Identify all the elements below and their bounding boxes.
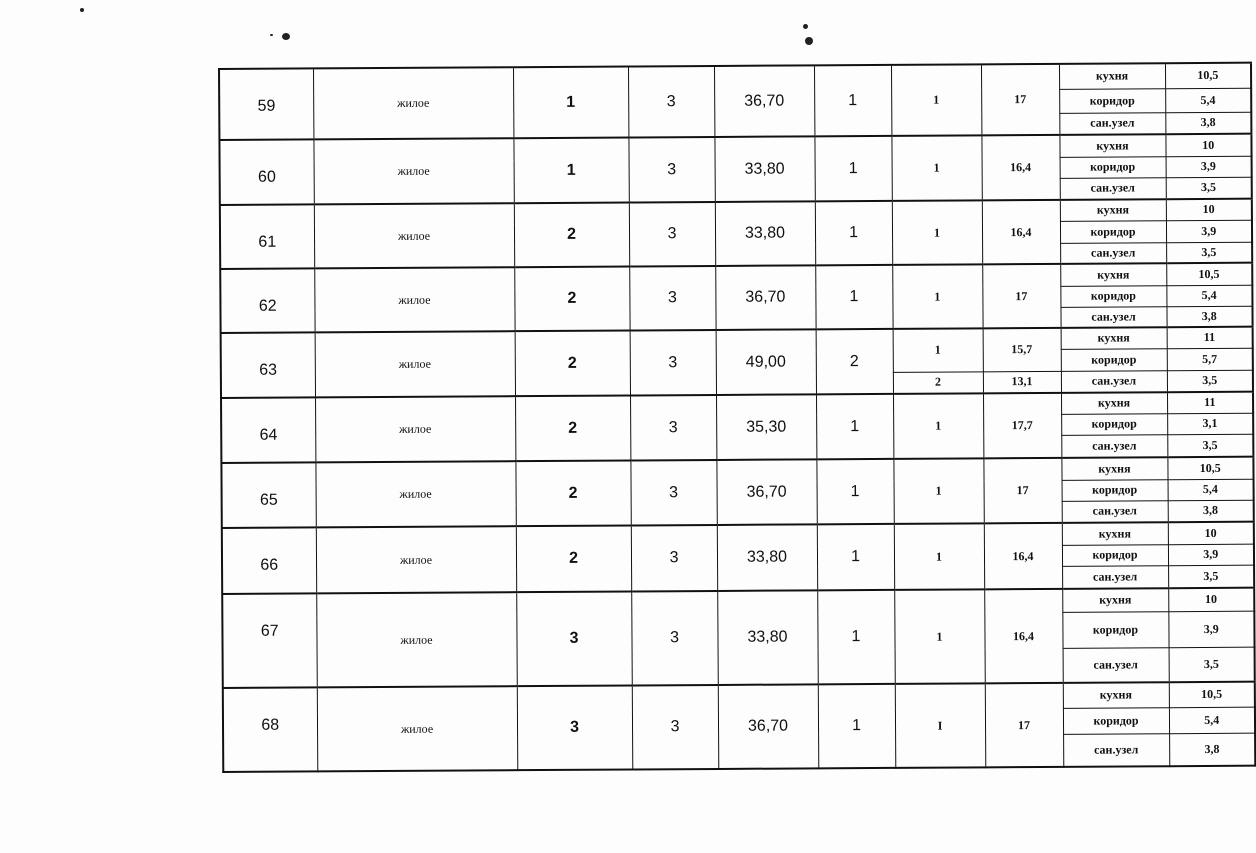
aux-room-area: 3,8: [1166, 306, 1252, 328]
aux-room-name: кухня: [1059, 134, 1165, 157]
apartments-table: [218, 62, 1256, 773]
total-area: 35,30: [716, 394, 816, 460]
aux-room-area: 3,5: [1169, 647, 1255, 683]
apartment-type: жилое: [314, 203, 514, 268]
total-area: 36,70: [715, 265, 815, 330]
floor-number: 3: [629, 266, 715, 331]
scan-speck: [80, 8, 84, 12]
rooms-count: 1: [814, 65, 891, 136]
aux-room-area: 10,5: [1166, 263, 1252, 286]
floor-number: 3: [632, 685, 719, 770]
aux-room-area: 10,5: [1167, 457, 1253, 480]
room-area: 17: [985, 683, 1064, 767]
aux-room-area: 5,4: [1169, 707, 1255, 734]
apartment-number: 59: [219, 68, 313, 140]
aux-room-name: сан.узел: [1059, 112, 1165, 135]
total-area: 33,80: [714, 136, 814, 202]
aux-room-name: кухня: [1063, 682, 1169, 708]
room-area: 17: [983, 458, 1061, 523]
aux-room-area: 3,8: [1169, 733, 1255, 767]
aux-room-area: 5,7: [1167, 348, 1253, 371]
apartment-type: жилое: [315, 396, 515, 462]
room-number: 1: [892, 264, 982, 329]
apartment-type: жилое: [317, 686, 518, 771]
rooms-count: 1: [817, 524, 894, 590]
aux-room-name: коридор: [1061, 413, 1167, 435]
rooms-count: 1: [816, 394, 893, 459]
section-number: 3: [516, 591, 632, 686]
floor-number: 3: [630, 330, 716, 396]
aux-room-name: сан.узел: [1061, 370, 1167, 393]
aux-room-name: кухня: [1060, 263, 1166, 286]
aux-room-area: 10,5: [1169, 682, 1255, 708]
aux-room-name: сан.узел: [1060, 177, 1166, 200]
room-area: 13,1: [983, 371, 1061, 393]
aux-room-name: коридор: [1060, 156, 1166, 178]
aux-room-name: кухня: [1062, 522, 1168, 545]
rooms-count: 1: [814, 136, 891, 201]
section-number: 1: [513, 137, 628, 203]
aux-room-area: 3,9: [1168, 544, 1254, 566]
aux-room-name: кухня: [1061, 392, 1167, 414]
aux-room-area: 10,5: [1165, 63, 1251, 89]
scan-speck: [803, 24, 808, 29]
section-number: 3: [517, 685, 633, 770]
section-number: 1: [513, 66, 628, 138]
apartment-number: 67: [222, 593, 317, 688]
apartment-type: жилое: [313, 67, 513, 139]
floor-number: 3: [631, 591, 718, 686]
aux-room-area: 5,4: [1168, 479, 1254, 501]
aux-room-name: кухня: [1061, 457, 1167, 480]
total-area: 36,70: [714, 65, 814, 137]
scan-speck: [282, 33, 290, 40]
aux-room-name: сан.узел: [1062, 500, 1168, 523]
aux-room-area: 10: [1166, 199, 1252, 221]
section-number: 2: [515, 460, 630, 526]
section-number: 2: [515, 330, 630, 396]
aux-room-name: сан.узел: [1063, 647, 1169, 683]
rooms-count: 1: [815, 265, 892, 329]
aux-room-area: 3,5: [1167, 370, 1253, 393]
total-area: 49,00: [716, 329, 816, 395]
room-number: I: [895, 683, 986, 768]
total-area: 33,80: [717, 524, 817, 591]
rooms-count: 1: [817, 590, 895, 684]
rooms-count: 2: [816, 329, 893, 394]
room-number: 1: [892, 200, 982, 265]
aux-room-name: коридор: [1059, 88, 1165, 113]
section-number: 2: [514, 202, 629, 267]
scan-speck: [805, 37, 813, 45]
room-number: 1: [893, 328, 983, 372]
room-number: 1: [893, 393, 983, 459]
aux-room-name: коридор: [1060, 220, 1166, 243]
aux-room-name: коридор: [1061, 348, 1167, 371]
floor-number: 3: [630, 460, 716, 526]
aux-room-name: кухня: [1059, 63, 1165, 89]
aux-room-area: 3,8: [1168, 500, 1254, 523]
apartment-type: жилое: [313, 138, 513, 204]
rooms-count: 1: [818, 684, 896, 768]
aux-room-area: 3,5: [1168, 565, 1254, 589]
aux-room-area: 3,5: [1166, 242, 1252, 264]
floor-number: 3: [631, 525, 717, 592]
aux-room-name: сан.узел: [1062, 565, 1168, 589]
aux-room-name: коридор: [1060, 285, 1166, 307]
aux-room-area: 3,9: [1168, 611, 1254, 648]
floor-number: 3: [628, 137, 714, 203]
aux-room-name: сан.узел: [1063, 733, 1169, 767]
apartment-number: 61: [220, 204, 314, 269]
room-number: 1: [893, 458, 983, 524]
apartment-type: жилое: [314, 267, 514, 332]
aux-room-area: 10: [1168, 588, 1254, 612]
aux-room-area: 10: [1168, 522, 1254, 545]
room-area: 17: [982, 264, 1060, 328]
aux-room-name: коридор: [1063, 707, 1169, 734]
room-area: 17: [981, 64, 1059, 135]
room-area: 16,4: [984, 589, 1063, 683]
apartment-number: 65: [221, 462, 315, 528]
apartment-number: 64: [221, 397, 315, 463]
aux-room-name: кухня: [1062, 588, 1168, 612]
section-number: 2: [516, 525, 631, 592]
total-area: 36,70: [718, 684, 819, 769]
aux-room-area: 3,9: [1166, 156, 1252, 178]
apartment-number: 63: [221, 332, 315, 398]
aux-room-name: коридор: [1062, 611, 1168, 648]
apartment-type: жилое: [315, 461, 515, 527]
total-area: 33,80: [715, 201, 815, 266]
aux-room-name: сан.узел: [1060, 242, 1166, 264]
room-area: 15,7: [983, 328, 1061, 371]
aux-room-area: 5,4: [1165, 88, 1251, 113]
apartment-type: жилое: [316, 526, 516, 593]
rooms-count: 1: [816, 459, 893, 524]
aux-room-name: сан.узел: [1060, 306, 1166, 328]
aux-room-name: коридор: [1062, 544, 1168, 566]
section-number: 2: [515, 395, 630, 461]
aux-room-area: 3,9: [1166, 220, 1252, 243]
floor-number: 3: [629, 202, 715, 267]
room-area: 16,4: [981, 135, 1059, 200]
floor-number: 3: [630, 395, 716, 461]
aux-room-area: 3,8: [1165, 112, 1251, 135]
total-area: 36,70: [716, 459, 816, 525]
scan-speck: [270, 34, 273, 36]
room-area: 17,7: [983, 393, 1061, 458]
room-number: 1: [891, 135, 981, 201]
room-number: 2: [893, 371, 983, 394]
floor-number: 3: [628, 66, 714, 138]
section-number: 2: [514, 266, 629, 331]
room-area: 16,4: [984, 523, 1062, 589]
apartment-number: 66: [222, 527, 316, 594]
aux-room-area: 11: [1167, 392, 1253, 414]
aux-room-area: 3,1: [1167, 413, 1253, 435]
apartment-number: 62: [220, 268, 314, 333]
aux-room-area: 3,5: [1167, 434, 1253, 458]
aux-room-area: 5,4: [1166, 285, 1252, 307]
apartment-type: жилое: [315, 331, 515, 397]
aux-room-name: сан.узел: [1061, 434, 1167, 458]
room-number: 1: [894, 523, 984, 590]
room-area: 16,4: [982, 200, 1060, 264]
aux-room-name: коридор: [1062, 479, 1168, 501]
room-number: 1: [894, 589, 985, 684]
apartment-number: 68: [223, 687, 318, 772]
room-number: 1: [891, 64, 981, 136]
aux-room-name: кухня: [1061, 327, 1167, 349]
aux-room-area: 11: [1167, 327, 1253, 349]
apartment-type: жилое: [316, 592, 517, 687]
total-area: 33,80: [717, 590, 818, 685]
aux-room-name: кухня: [1060, 199, 1166, 221]
rooms-count: 1: [815, 201, 892, 265]
apartment-number: 60: [219, 139, 313, 205]
aux-room-area: 3,5: [1166, 177, 1252, 200]
aux-room-area: 10: [1165, 134, 1251, 157]
